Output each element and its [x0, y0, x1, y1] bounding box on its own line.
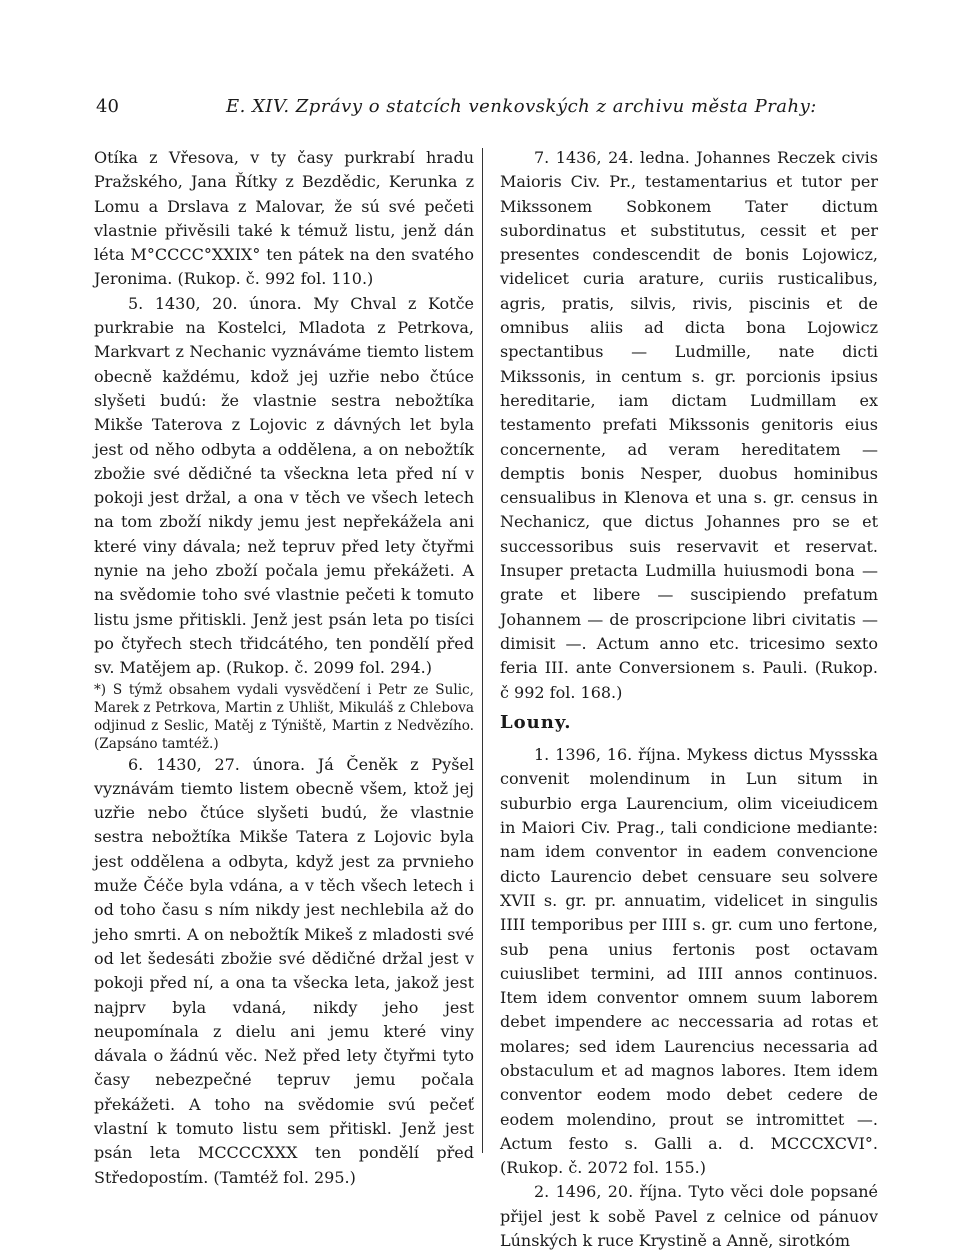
section-heading: Louny. [500, 711, 572, 733]
paragraph: 1. 1396, 16. října. Mykess dictus Myssska convenit molendinum in Lun situm in suburbio erga Laurencium, olim viceiudicem in Maiori Civ. Prag., tali condicione mediante: nam idem conventor in eadem convencione dicto Laurencio debet censuare seu solvere XVII s. gr. pr. annuatim, videlicet in singulis IIII temporibus per IIII s. gr. cum uno fertone, sub pena unius fertonis post octavam cuiuslibet termini, ad IIII annos continuos. Item idem conventor omnem suum laborem debet impendere ac neccessaria ad rotas et molares; sed idem Laurencius necessaria ad obstaculum et ad magnos labores. Item idem conventor eodem modo debet cedere de eodem molendino, prout se intromittet —. Actum festo s. Galli a. d. MCCCXCVI°. (Rukop. č. 2072 fol. 155.) [500, 745, 878, 1178]
running-title: E. XIV. Zprávy o statcích venkovských z archivu města Prahy: [226, 96, 817, 117]
right-column [500, 146, 878, 1253]
paragraph: Otíka z Vřesova, v ty časy purkrabí hradu Pražského, Jana Řítky z Bezdědic, Kerunka z Lomu a Drslava z Malovar, že sú své pečeti vlastnie přivěsili také k témuž listu, jenž dán léta M°CCCC°XXIX° ten pátek na den svatého Jeronima. (Rukop. č. 992 fol. 110.) [94, 148, 474, 289]
left-column [94, 146, 474, 1190]
column-divider [482, 148, 483, 1153]
paragraph: 6. 1430, 27. února. Já Čeněk z Pyšel vyznávám tiemto listem obecně všem, ktož jej uzřie nebo čtúce slyšeti budú, že vlastnie sestra nebožtíka Mikše Tatera z Lojovic byla jest oddělena a odbyta, když jest za prvnieho muže Čéče byla vdána, a v těch všech letech i od toho času s ním nikdy jest nechlebila až do jeho smrti. A on nebožtík Mikeš z mladosti své od let šedesáti zbožie své dědičné držal jest v pokoji před ní, a ona ta všecka leta, jakož jest najprv byla vdaná, nikdy jeho jest neupomínala z dielu ani jemu které viny dávala o žádnú věc. Než před lety čtyřmi tyto časy nebezpečné tepruv jemu počala překážeti. A toho na svědomie svú pečeť vlastní k tomuto listu sem přitiskl. Jenž jest psán leta MCCCCXXX ten pondělí před Středopostím. (Tamtéž fol. 295.) [94, 754, 474, 1187]
footnote: *) S týmž obsahem vydali vysvědčení i Petr ze Sulic, Marek z Petrkova, Martin z Uhlišt, Mikuláš z Chlebova odjinud z Seslic, Matěj z Týniště, Martin z Nedvězího. (Zapsáno tamtéž.) [94, 681, 474, 752]
paragraph: 5. 1430, 20. února. My Chval z Kotče purkrabie na Kostelci, Mladota z Petrkova, Markvart z Nechanic vyznáváme tiemto listem obecně každému, kdož jej uzřie nebo čtúce slyšeti budú: že vlastnie sestra nebožtíka Mikše Taterova z Lojovic z dávných let byla jest od něho odbyta a oddělena, a on nebožtík zbožie své dědičné ta všeckna leta před ní v pokoji jest držal, a ona v těch ve všech letech na tom zboží nikdy jemu jest nepřekážela ani které viny dávala; než tepruv před lety čtyřmi nynie na jeho zboží počala jemu překážeti. A na svědomie toho své vlastnie pečeti k tomuto listu jsme přitiskli. Jenž jest psán leta po tisíci po čtyřech stech třidcátého, ten pondělí před sv. Matějem ap. (Rukop. č. 2099 fol. 294.) [94, 293, 474, 678]
paragraph: 7. 1436, 24. ledna. Johannes Reczek civis Maioris Civ. Pr., testamentarius et tutor per Mikssonem Sobkonem Tater dictum subordinatus et substitutus, cessit et per presentes condescendit de bonis Lojowicz, videlicet curia arature, curiis rusticalibus, agris, pratis, silvis, rivis, piscinis et de omnibus aliis ad dicta bona Lojowicz spectantibus — Ludmille, nate dicti Mikssonis, in centum s. gr. porcionis ipsius hereditarie, iam dictam Ludmillam ex testamento prefati Mikssonis genitoris eius concernente, ad veram hereditatem — demptis bonis Nesper, duobus hominibus censualibus in Klenova et una s. gr. census in Nechanicz, que dictus Johannes pro se et successoribus suis reservavit et reservat. Insuper pretacta Ludmilla huiusmodi bona — grate et libere — suscipiendo prefatum Johannem — de proscripcione libri civitatis — dimisit —. Actum anno etc. tricesimo sexto feria III. ante Conversionem s. Pauli. (Rukop. č 992 fol. 168.) [500, 148, 878, 702]
paragraph: 2. 1496, 20. října. Tyto věci dole popsané přijel jest k sobě Pavel z celnice od pánuov Lúnských k ruce Krystině a Anně, sirotkóm [500, 1182, 878, 1251]
page-header [96, 96, 876, 126]
page-number: 40 [96, 96, 119, 117]
